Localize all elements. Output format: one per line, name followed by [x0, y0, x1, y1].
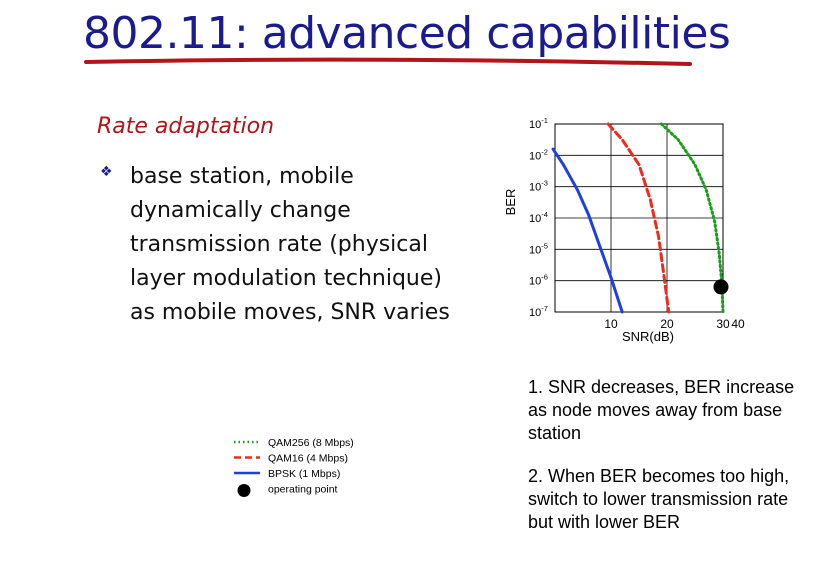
legend-label-1: QAM16 (4 Mbps): [268, 452, 348, 465]
note-1: 1. SNR decreases, BER increase as node moves away from base station: [528, 377, 795, 443]
y-tick-label: $10^{-2}$: [529, 147, 548, 163]
x-tick-label: 20: [660, 317, 674, 331]
diamond-bullet-icon: ❖: [100, 164, 113, 180]
title-underline: [84, 56, 694, 70]
y-tick-label: $10^{-5}$: [529, 241, 548, 257]
x-tick-label: 30: [716, 317, 730, 331]
y-tick-label: $10^{-7}$: [529, 304, 548, 319]
y-tick-labels: [529, 116, 548, 319]
y-axis-label: BER: [503, 188, 518, 216]
bullet-text: base station, mobile dynamically change transmission rate (physical layer modulation technique) as mobile moves, SNR varies: [130, 164, 450, 325]
x-tick-label: 10: [604, 317, 618, 331]
legend-label-0: QAM256 (8 Mbps): [268, 437, 354, 449]
legend-swatch-3: [238, 484, 251, 497]
series-line-2: [553, 149, 622, 312]
y-tick-label: $10^{-3}$: [529, 178, 548, 194]
y-tick-label: $10^{-4}$: [529, 210, 548, 225]
bullet-item: [100, 160, 460, 330]
section-subtitle: Rate adaptation: [97, 114, 275, 139]
ber-snr-chart: [500, 112, 770, 352]
slide-title: 802.11: advanced capabilities: [83, 8, 731, 59]
x-tick-label: 40: [731, 317, 745, 331]
y-tick-label: $10^{-1}$: [529, 116, 548, 131]
y-tick-label: $10^{-6}$: [529, 272, 548, 288]
operating-point-marker: [714, 279, 729, 294]
x-axis-label: SNR(dB): [621, 329, 675, 344]
legend-label-3: operating point: [268, 483, 338, 496]
chart-legend: [230, 436, 400, 502]
chart-grid: [555, 124, 723, 312]
note-2: 2. When BER becomes too high, switch to lower transmission rate but with lower BER: [528, 466, 790, 532]
legend-label-2: BPSK (1 Mbps): [268, 468, 341, 480]
